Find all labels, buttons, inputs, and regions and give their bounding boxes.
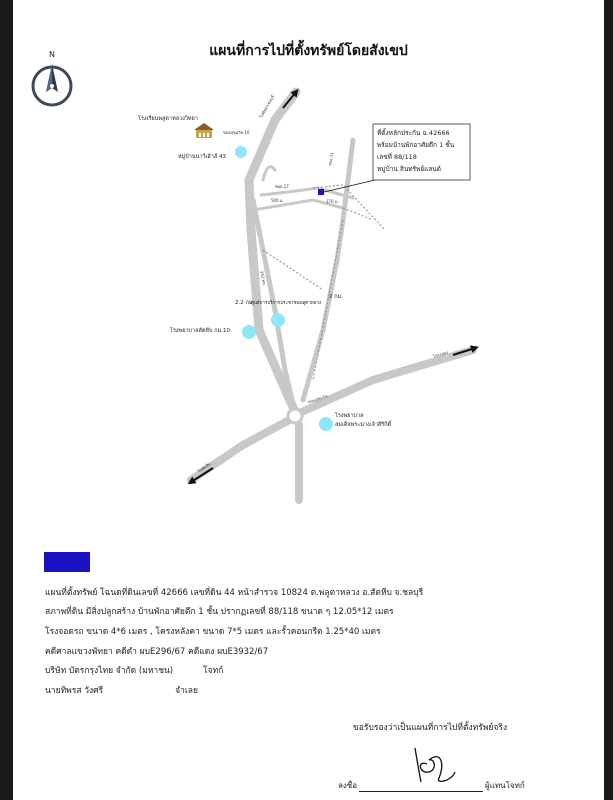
signature-line (338, 779, 525, 792)
road-sukhumvit-north (249, 92, 296, 412)
label-small-c: 170 ม. (326, 199, 339, 204)
property-marker (318, 189, 324, 195)
defendant-role: จำเลย (175, 686, 198, 696)
marker-school (235, 146, 247, 158)
detail-line-2: สภาพที่ดิน มีสิ่งปลูกสร้าง บ้านพักอาศัยตึก 1 ชั้น ปรากฏเลขที่ 88/118 ขนาด ๆ 12.05*12 เมตร (45, 607, 394, 617)
road-small-loop (263, 167, 275, 180)
label-distance-2: 2 กม. (329, 294, 343, 300)
label-hospital-clinic: โรงพยาบาลสัตหีบ กม.10 (170, 328, 230, 334)
callout-line4: หมู่บ้าน สินทรัพย์แลนด์ (377, 165, 441, 173)
defendant-name: นายทิพรส วังศรี (45, 686, 104, 696)
marker-service-center (271, 313, 285, 327)
label-road-west: ไปสัตหีบ (196, 461, 212, 474)
detail-line-3: โรงจอดรถ ขนาด 4*6 เมตร , โครงหลังคา ขนาด 7*5 เมตร และรั้วคอนกรีต 1.25*40 เมตร (45, 627, 381, 637)
label-hospital-queen-1: โรงพยาบาล (335, 413, 364, 419)
defendant-line (45, 683, 198, 697)
road-side-upper (261, 188, 353, 198)
road-east-branch (303, 140, 353, 400)
label-village43: หมู่บ้านนาวีเฮ้าส์ 43 (178, 154, 226, 160)
callout-line1: ที่ตั้งหลักประกัน ฉ.42666 (377, 129, 450, 137)
road-south-west (191, 418, 293, 480)
label-road-east: ไประยอง (432, 349, 449, 359)
road-sattahip-east (295, 350, 473, 415)
detail-line-1: แผนที่ตั้งทรัพย์ โฉนดที่ดินเลขที่ 42666 เลขที่ดิน 44 หน้าสำรวจ 10824 ต.พลูตาหลวง อ.สัตหีบ จ.ชลบุรี (45, 588, 424, 598)
route-map (13, 80, 604, 520)
marker-hospital-clinic (242, 325, 256, 339)
label-distance-22: 2.2 กม. (235, 300, 255, 306)
label-school: โรงเรียนพลูตาหลวงวิทยา (138, 116, 198, 122)
certification-text: ขอรับรองว่าเป็นแผนที่การไปที่ตั้งทรัพย์จริง (353, 723, 508, 733)
label-road-north: ไปพัทยา/ชลบุรี (258, 94, 276, 119)
plaintiff-name: บริษัท บัตรกรุงไทย จำกัด (มหาชน) (45, 666, 174, 676)
school-building-icon (194, 123, 214, 138)
label-sukhumvit-mid: ถนนสุขุมวิท (307, 393, 329, 405)
page-title: แผนที่การไปที่ตั้งทรัพย์โดยสังเขป (209, 43, 408, 59)
label-hospital-queen-2: สมเด็จพระนางเจ้าสิริกิติ์ (335, 422, 392, 428)
compass-label: N (49, 50, 55, 59)
plaintiff-role: โจทก์ (203, 666, 224, 676)
label-small-a: ซอยสุขุมวิท 16 (223, 130, 250, 135)
callout-line3: เลขที่ 88/118 (377, 153, 417, 161)
plaintiff-line (45, 663, 223, 677)
label-small-b: 500 ม. (271, 198, 284, 203)
legend-swatch (44, 552, 90, 572)
sign-prefix: ลงชื่อ (338, 781, 358, 790)
label-service-center: ศูนย์การบริการประชาชนพลูตาหลวง (251, 301, 322, 306)
label-road-332: 332 ทล. (259, 270, 268, 287)
label-small-d: ซอย 11 (327, 151, 335, 167)
signature-rule (359, 783, 483, 792)
label-small-e: ซอย 17 (275, 184, 289, 189)
sign-suffix: ผู้แทนโจทก์ (485, 781, 525, 790)
callout-line2: พร้อมบ้านพักอาศัยตึก 1 ชั้น (377, 141, 455, 149)
document-page (13, 0, 604, 800)
marker-hospital-queen (319, 417, 333, 431)
detail-line-4: คดีศาลแขวงพัทยา คดีดำ ผบE296/67 คดีแดง ผบE3932/67 (45, 647, 269, 657)
